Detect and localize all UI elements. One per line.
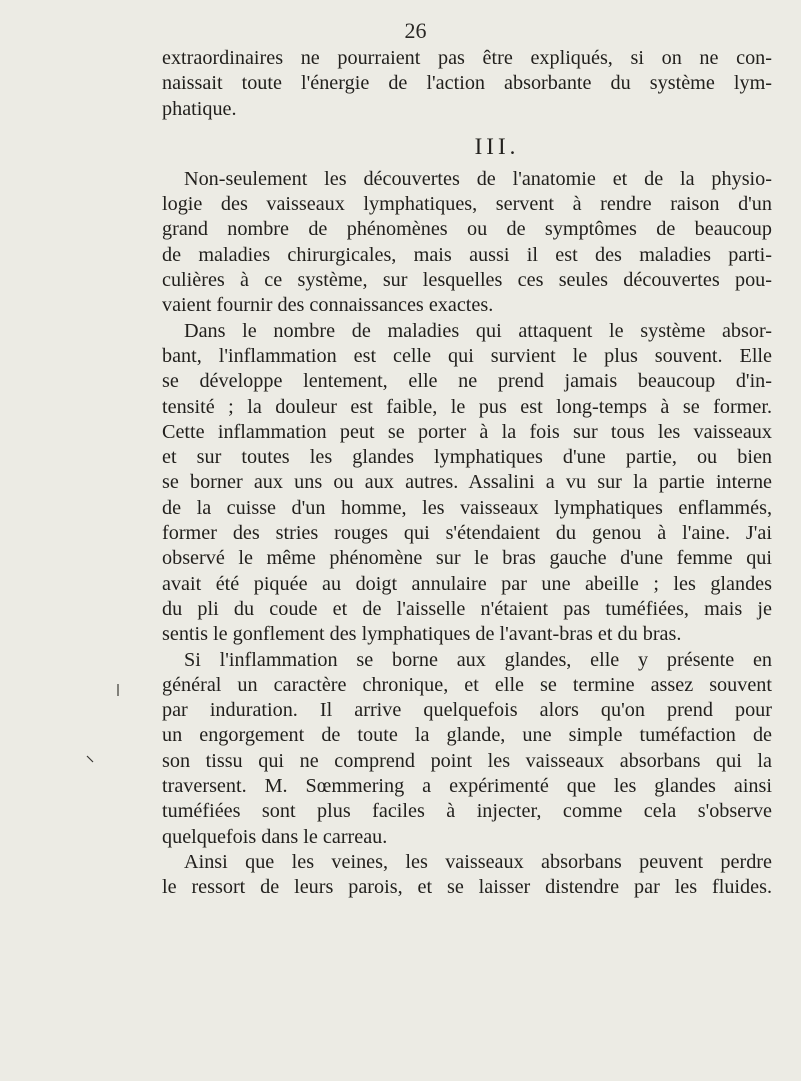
- text-line: un engorgement de toute la glande, une simple tuméfaction de: [162, 724, 772, 747]
- text-line: grand nombre de phénomènes ou de symptômes de beaucoup: [162, 218, 772, 241]
- text-line: Cette inflammation peut se porter à la fois sur tous les vaisseaux: [162, 420, 772, 443]
- margin-mark-icon: [115, 683, 121, 697]
- text-line: traversent. M. Sœmmering a expérimenté que les glandes ainsi: [162, 775, 772, 798]
- paragraph-2: [162, 319, 772, 648]
- text-line: bant, l'inflammation est celle qui survient le plus souvent. Elle: [162, 344, 772, 367]
- paragraph-3: [162, 648, 772, 850]
- text-line: quelquefois dans le carreau.: [162, 825, 388, 848]
- text-line: Dans le nombre de maladies qui attaquent le système absor-: [184, 319, 772, 342]
- paragraph-4: [162, 850, 772, 901]
- text-line: du pli du coude et de l'aisselle n'étaient pas tuméfiées, mais je: [162, 597, 772, 620]
- text-line: le ressort de leurs parois, et se laisser distendre par les fluides.: [162, 876, 772, 899]
- text-line: tensité ; la douleur est faible, le pus est long-temps à se former.: [162, 395, 772, 418]
- text-line: par induration. Il arrive quelquefois alors qu'on prend pour: [162, 699, 772, 722]
- paragraph-1: [162, 167, 772, 319]
- text-line: observé le même phénomène sur le bras gauche d'une femme qui: [162, 547, 772, 570]
- text-line: phatique.: [162, 97, 237, 120]
- text-line: former des stries rouges qui s'étendaient du genou à l'aine. J'ai: [162, 522, 772, 545]
- text-line: Non-seulement les découvertes de l'anatomie et de la physio-: [184, 167, 772, 190]
- text-line: culières à ce système, sur lesquelles ces seules découvertes pou-: [162, 269, 772, 292]
- text-line: Ainsi que les veines, les vaisseaux absorbans peuvent perdre: [184, 850, 772, 873]
- text-line: tuméfiées sont plus faciles à injecter, comme cela s'observe: [162, 800, 772, 823]
- margin-mark-icon: [86, 755, 94, 763]
- text-line: de maladies chirurgicales, mais aussi il est des maladies parti-: [162, 243, 772, 266]
- section-heading: III.: [474, 133, 520, 159]
- text-line: extraordinaires ne pourraient pas être expliqués, si on ne con-: [162, 47, 772, 69]
- text-line: logie des vaisseaux lymphatiques, servent à rendre raison d'un: [162, 193, 772, 216]
- text-line: et sur toutes les glandes lymphatiques d'une partie, ou bien: [162, 446, 772, 469]
- text-line: se développe lentement, elle ne prend jamais beaucoup d'in-: [162, 370, 772, 393]
- text-line: naissait toute l'énergie de l'action absorbante du système lym-: [162, 72, 772, 95]
- text-line: son tissu qui ne comprend point les vaisseaux absorbans qui la: [162, 749, 772, 772]
- intro-paragraph: [162, 46, 772, 122]
- text-line: sentis le gonflement des lymphatiques de l'avant-bras et du bras.: [162, 623, 682, 646]
- text-line: avait été piquée au doigt annulaire par une abeille ; les glandes: [162, 572, 772, 595]
- text-line: se borner aux uns ou aux autres. Assalini a vu sur la partie interne: [162, 471, 772, 494]
- text-line: de la cuisse d'un homme, les vaisseaux lymphatiques enflammés,: [162, 496, 772, 519]
- page-body: [162, 46, 772, 901]
- text-line: général un caractère chronique, et elle se termine assez souvent: [162, 673, 772, 696]
- page-number: 26: [404, 18, 427, 43]
- text-line: vaient fournir des connaissances exactes.: [162, 294, 494, 317]
- text-line: Si l'inflammation se borne aux glandes, elle y présente en: [184, 648, 772, 671]
